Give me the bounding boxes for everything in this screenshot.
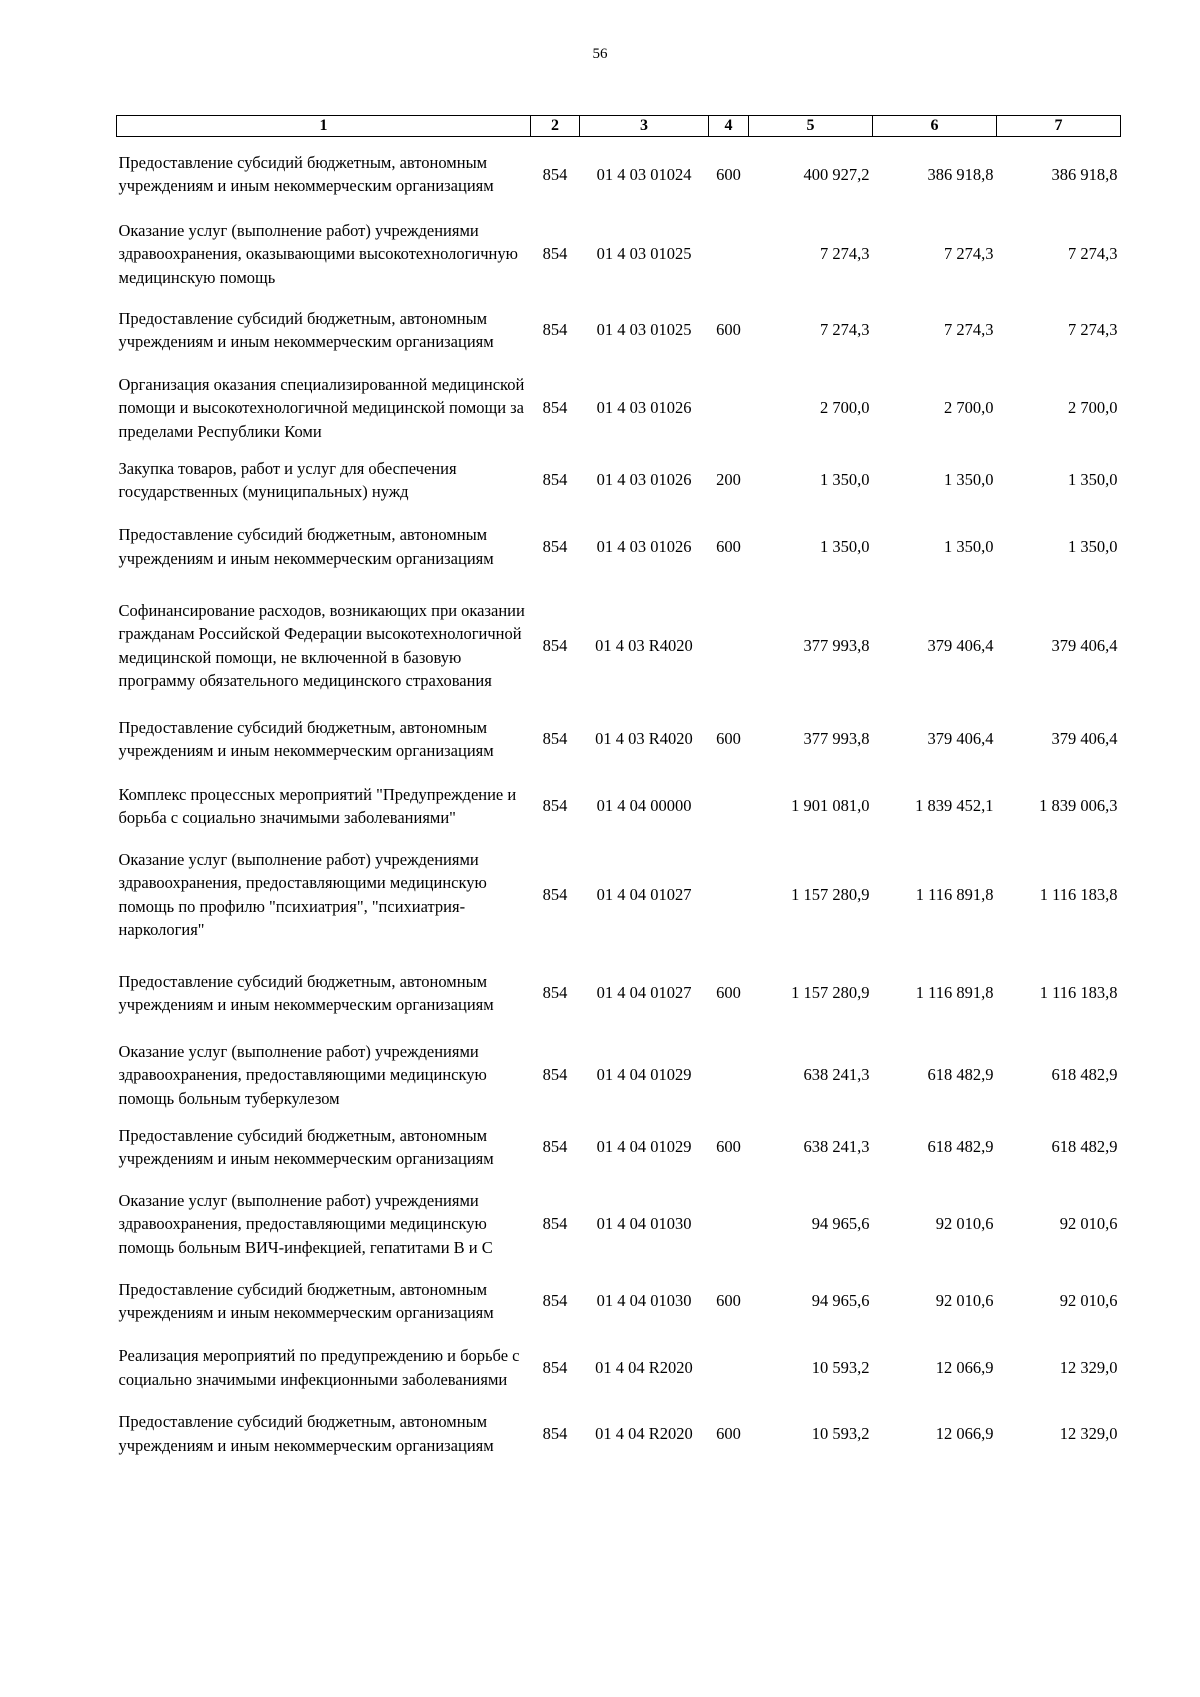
table-row xyxy=(117,1181,1121,1268)
row-name: Оказание услуг (выполнение работ) учреждениями здравоохранения, оказывающими высокотехнологичную медицинскую помощь xyxy=(118,220,518,287)
row-admin-code: 854 xyxy=(542,884,568,904)
table-row xyxy=(117,1335,1121,1401)
row-expense-type xyxy=(709,840,749,950)
row-amount-year-3: 1 116 183,8 xyxy=(1039,884,1118,904)
row-amount-year-1: 7 274,3 xyxy=(820,244,870,264)
table-body xyxy=(117,137,1121,1467)
row-target-code: 01 4 04 R2020 xyxy=(595,1423,693,1443)
row-expense-type: 600 xyxy=(716,320,741,340)
row-admin-code: 854 xyxy=(542,796,568,816)
row-expense-type: 600 xyxy=(716,536,741,556)
row-admin-code: 854 xyxy=(542,398,568,418)
row-amount-year-1: 10 593,2 xyxy=(811,1357,870,1377)
row-target-code: 01 4 03 01026 xyxy=(596,398,692,418)
budget-table xyxy=(116,115,1121,1467)
table-row xyxy=(117,1037,1121,1114)
row-name: Оказание услуг (выполнение работ) учреждениями здравоохранения, предоставляющими медицинскую помощь по профилю "психиатрия", "психиатрия-наркология" xyxy=(118,849,487,939)
row-amount-year-3: 7 274,3 xyxy=(1068,244,1118,264)
row-target-code: 01 4 03 01025 xyxy=(596,244,692,264)
column-header-3: 3 xyxy=(580,116,709,137)
row-target-code: 01 4 03 R4020 xyxy=(595,635,693,655)
row-expense-type xyxy=(709,1181,749,1268)
row-target-code: 01 4 04 01029 xyxy=(596,1137,692,1157)
row-amount-year-2: 1 116 891,8 xyxy=(915,983,994,1003)
row-admin-code: 854 xyxy=(542,244,568,264)
row-amount-year-3: 7 274,3 xyxy=(1068,320,1118,340)
row-target-code: 01 4 04 01027 xyxy=(596,884,692,904)
row-amount-year-3: 618 482,9 xyxy=(1051,1065,1118,1085)
row-amount-year-1: 7 274,3 xyxy=(820,320,870,340)
row-name: Оказание услуг (выполнение работ) учреждениями здравоохранения, предоставляющими медицинскую помощь больным туберкулезом xyxy=(118,1041,487,1108)
row-amount-year-2: 386 918,8 xyxy=(927,164,994,184)
row-expense-type xyxy=(709,773,749,840)
row-name: Софинансирование расходов, возникающих при оказании гражданам Российской Федерации высокотехнологичной медицинской помощи, не включенной в базовую программу обязательного медицинского страхования xyxy=(118,600,525,690)
row-amount-year-1: 638 241,3 xyxy=(803,1065,870,1085)
row-amount-year-2: 12 066,9 xyxy=(935,1357,994,1377)
row-name: Предоставление субсидий бюджетным, автономным учреждениям и иным некоммерческим организациям xyxy=(118,525,494,568)
row-amount-year-2: 1 350,0 xyxy=(944,470,994,490)
table-row xyxy=(117,212,1121,297)
row-amount-year-3: 12 329,0 xyxy=(1059,1423,1118,1443)
row-expense-type xyxy=(709,1037,749,1114)
row-expense-type xyxy=(709,586,749,706)
row-expense-type: 200 xyxy=(716,470,741,490)
row-amount-year-3: 92 010,6 xyxy=(1059,1291,1118,1311)
row-expense-type: 600 xyxy=(716,164,741,184)
row-amount-year-2: 7 274,3 xyxy=(944,244,994,264)
row-admin-code: 854 xyxy=(542,1291,568,1311)
row-amount-year-3: 618 482,9 xyxy=(1051,1137,1118,1157)
row-target-code: 01 4 04 01030 xyxy=(596,1214,692,1234)
row-amount-year-1: 94 965,6 xyxy=(811,1291,870,1311)
row-name: Оказание услуг (выполнение работ) учреждениями здравоохранения, предоставляющими медицинскую помощь больным ВИЧ-инфекцией, гепатитами B и C xyxy=(118,1190,493,1257)
row-name: Реализация мероприятий по предупреждению и борьбе с социально значимыми инфекционными заболеваниями xyxy=(118,1346,520,1389)
row-target-code: 01 4 03 01026 xyxy=(596,470,692,490)
row-amount-year-2: 1 116 891,8 xyxy=(915,884,994,904)
table-row xyxy=(117,1401,1121,1467)
row-expense-type: 600 xyxy=(716,1423,741,1443)
row-admin-code: 854 xyxy=(542,1423,568,1443)
row-amount-year-3: 1 116 183,8 xyxy=(1039,983,1118,1003)
row-expense-type: 600 xyxy=(716,983,741,1003)
row-name: Предоставление субсидий бюджетным, автономным учреждениям и иным некоммерческим организациям xyxy=(118,1412,494,1455)
row-name: Предоставление субсидий бюджетным, автономным учреждениям и иным некоммерческим организациям xyxy=(118,1279,494,1322)
row-amount-year-2: 2 700,0 xyxy=(944,398,994,418)
row-name: Организация оказания специализированной медицинской помощи и высокотехнологичной медицинской помощи за пределами Республики Коми xyxy=(118,374,525,441)
column-header-6: 6 xyxy=(873,116,997,137)
row-amount-year-1: 400 927,2 xyxy=(803,164,870,184)
row-admin-code: 854 xyxy=(542,164,568,184)
row-admin-code: 854 xyxy=(542,470,568,490)
row-amount-year-1: 1 350,0 xyxy=(820,536,870,556)
row-expense-type xyxy=(709,212,749,297)
row-amount-year-2: 1 350,0 xyxy=(944,536,994,556)
row-admin-code: 854 xyxy=(542,320,568,340)
row-amount-year-3: 379 406,4 xyxy=(1051,729,1118,749)
row-target-code: 01 4 04 01029 xyxy=(596,1065,692,1085)
table-row xyxy=(117,508,1121,586)
row-amount-year-3: 12 329,0 xyxy=(1059,1357,1118,1377)
row-amount-year-1: 1 901 081,0 xyxy=(791,796,870,816)
row-target-code: 01 4 03 01024 xyxy=(596,164,692,184)
row-target-code: 01 4 04 00000 xyxy=(596,796,692,816)
table-row xyxy=(117,297,1121,364)
row-amount-year-1: 94 965,6 xyxy=(811,1214,870,1234)
row-amount-year-1: 1 157 280,9 xyxy=(791,983,870,1003)
table-row xyxy=(117,137,1121,212)
row-target-code: 01 4 03 01025 xyxy=(596,320,692,340)
row-amount-year-1: 377 993,8 xyxy=(803,729,870,749)
row-amount-year-1: 1 157 280,9 xyxy=(791,884,870,904)
row-amount-year-2: 7 274,3 xyxy=(944,320,994,340)
row-name: Закупка товаров, работ и услуг для обеспечения государственных (муниципальных) нужд xyxy=(118,458,457,501)
row-amount-year-2: 618 482,9 xyxy=(927,1065,994,1085)
row-amount-year-2: 92 010,6 xyxy=(935,1291,994,1311)
table-row xyxy=(117,453,1121,508)
row-name: Комплекс процессных мероприятий "Предупреждение и борьба с социально значимыми заболеваниями" xyxy=(118,784,517,827)
row-target-code: 01 4 04 01030 xyxy=(596,1291,692,1311)
row-admin-code: 854 xyxy=(542,1214,568,1234)
table-row xyxy=(117,364,1121,453)
row-name: Предоставление субсидий бюджетным, автономным учреждениям и иным некоммерческим организациям xyxy=(118,308,494,351)
row-amount-year-2: 618 482,9 xyxy=(927,1137,994,1157)
row-amount-year-3: 1 350,0 xyxy=(1068,470,1118,490)
row-expense-type xyxy=(709,1335,749,1401)
row-amount-year-1: 10 593,2 xyxy=(811,1423,870,1443)
row-admin-code: 854 xyxy=(542,1065,568,1085)
row-name: Предоставление субсидий бюджетным, автономным учреждениям и иным некоммерческим организациям xyxy=(118,1125,494,1168)
row-expense-type: 600 xyxy=(716,1291,741,1311)
row-admin-code: 854 xyxy=(542,729,568,749)
row-expense-type: 600 xyxy=(716,1137,741,1157)
row-amount-year-1: 1 350,0 xyxy=(820,470,870,490)
column-header-1: 1 xyxy=(117,116,531,137)
header-row xyxy=(117,116,1121,137)
row-name: Предоставление субсидий бюджетным, автономным учреждениям и иным некоммерческим организациям xyxy=(118,717,494,760)
row-expense-type: 600 xyxy=(716,729,741,749)
row-amount-year-1: 377 993,8 xyxy=(803,635,870,655)
table-header xyxy=(117,116,1121,137)
row-amount-year-3: 1 350,0 xyxy=(1068,536,1118,556)
row-amount-year-3: 92 010,6 xyxy=(1059,1214,1118,1234)
row-amount-year-3: 386 918,8 xyxy=(1051,164,1118,184)
row-amount-year-3: 2 700,0 xyxy=(1068,398,1118,418)
row-amount-year-2: 92 010,6 xyxy=(935,1214,994,1234)
row-amount-year-3: 379 406,4 xyxy=(1051,635,1118,655)
row-amount-year-1: 2 700,0 xyxy=(820,398,870,418)
row-amount-year-2: 379 406,4 xyxy=(927,729,994,749)
column-header-5: 5 xyxy=(749,116,873,137)
table-row xyxy=(117,840,1121,950)
row-target-code: 01 4 03 01026 xyxy=(596,536,692,556)
row-amount-year-2: 1 839 452,1 xyxy=(915,796,994,816)
column-header-7: 7 xyxy=(997,116,1121,137)
table-row xyxy=(117,586,1121,706)
page-number: 56 xyxy=(592,46,608,62)
row-amount-year-2: 379 406,4 xyxy=(927,635,994,655)
column-header-4: 4 xyxy=(709,116,749,137)
row-target-code: 01 4 04 R2020 xyxy=(595,1357,693,1377)
row-amount-year-2: 12 066,9 xyxy=(935,1423,994,1443)
row-target-code: 01 4 04 01027 xyxy=(596,983,692,1003)
row-admin-code: 854 xyxy=(542,635,568,655)
row-admin-code: 854 xyxy=(542,983,568,1003)
table-row xyxy=(117,706,1121,773)
row-expense-type xyxy=(709,364,749,453)
column-header-2: 2 xyxy=(531,116,580,137)
row-name: Предоставление субсидий бюджетным, автономным учреждениям и иным некоммерческим организациям xyxy=(118,152,494,196)
table-row xyxy=(117,1268,1121,1335)
row-admin-code: 854 xyxy=(542,1357,568,1377)
row-admin-code: 854 xyxy=(542,536,568,556)
table-row xyxy=(117,950,1121,1037)
row-target-code: 01 4 03 R4020 xyxy=(595,729,693,749)
row-amount-year-1: 638 241,3 xyxy=(803,1137,870,1157)
table-row xyxy=(117,773,1121,840)
row-amount-year-3: 1 839 006,3 xyxy=(1039,796,1118,816)
row-admin-code: 854 xyxy=(542,1137,568,1157)
row-name: Предоставление субсидий бюджетным, автономным учреждениям и иным некоммерческим организациям xyxy=(118,971,494,1014)
table-row xyxy=(117,1114,1121,1181)
